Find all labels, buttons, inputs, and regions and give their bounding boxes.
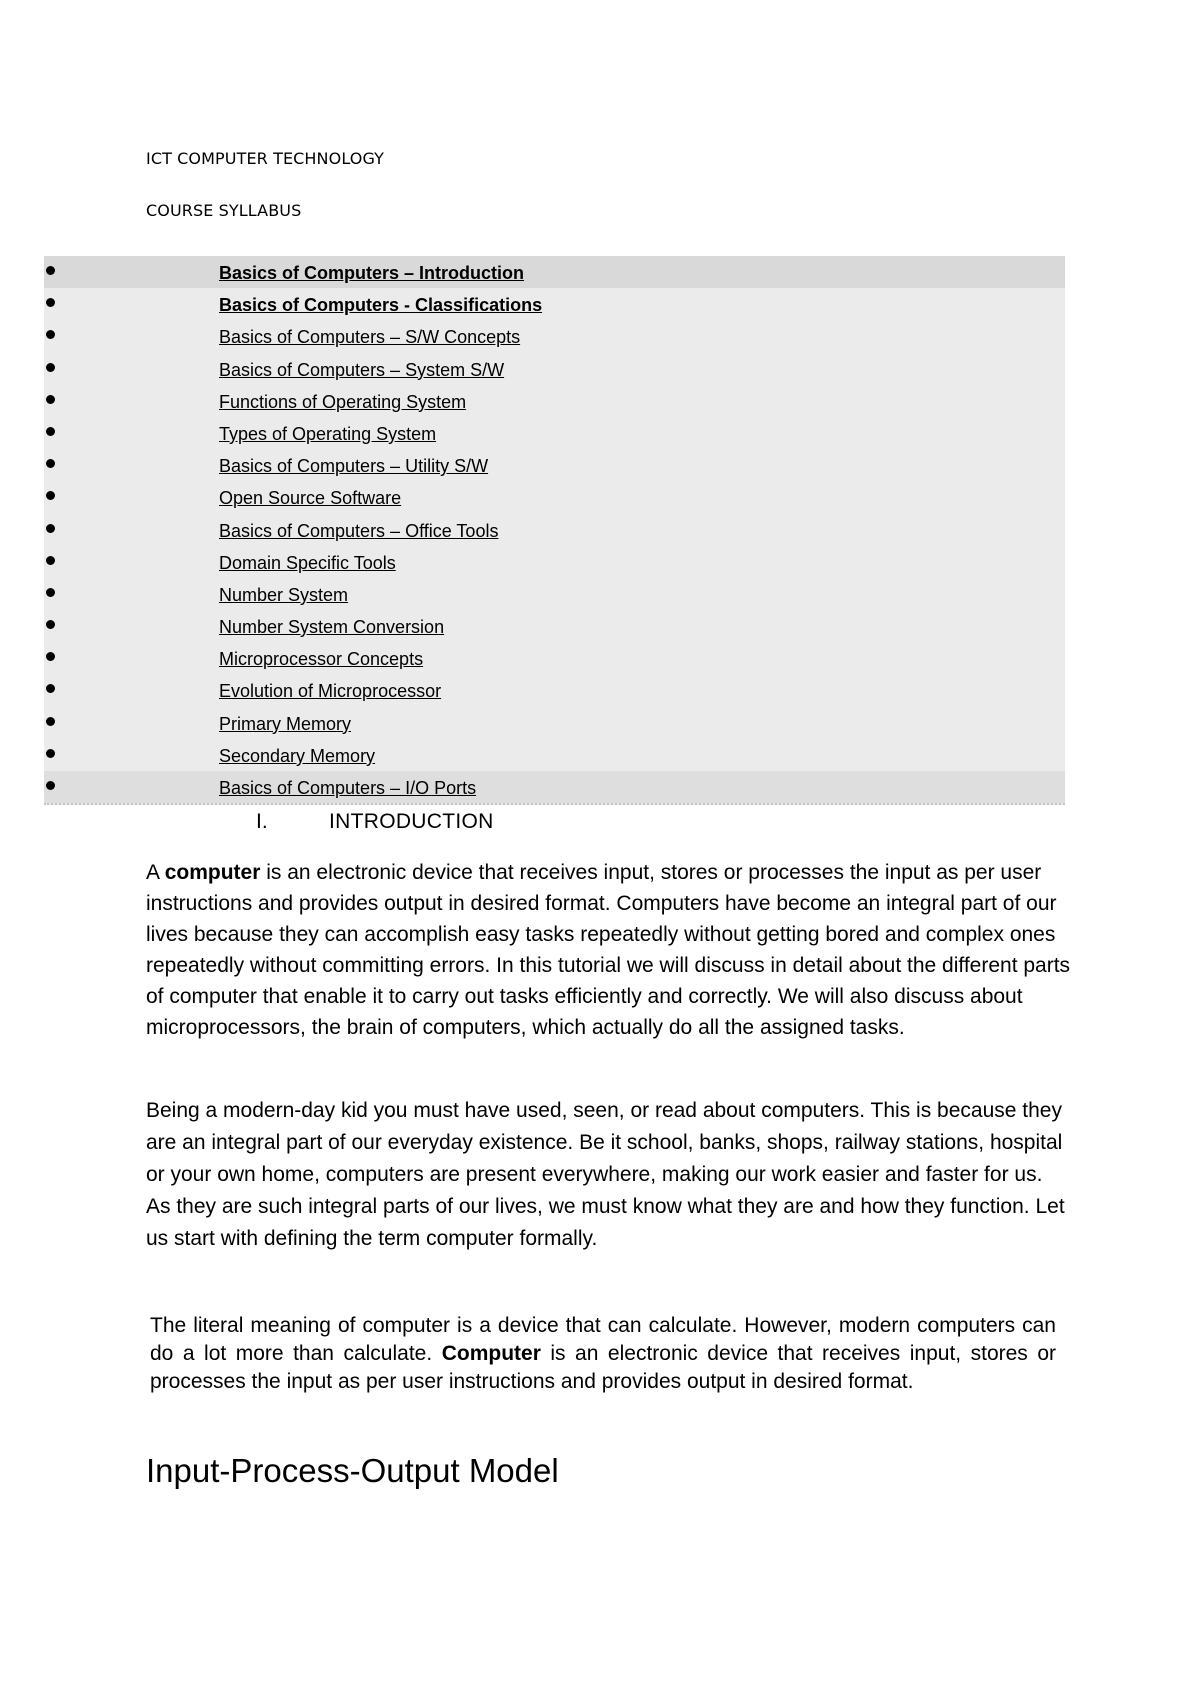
syllabus-link[interactable]: Number System Conversion bbox=[219, 617, 445, 638]
syllabus-item bbox=[44, 385, 1065, 417]
syllabus-item bbox=[44, 514, 1065, 546]
syllabus-link[interactable]: Domain Specific Tools bbox=[219, 552, 396, 573]
bullet-icon bbox=[46, 491, 55, 500]
bullet-icon bbox=[46, 781, 55, 790]
syllabus-item bbox=[44, 320, 1065, 352]
syllabus-item bbox=[44, 707, 1065, 739]
bullet-icon bbox=[46, 588, 55, 597]
bullet-icon bbox=[46, 620, 55, 629]
syllabus-link[interactable]: Evolution of Microprocessor bbox=[219, 681, 442, 702]
document-subtitle: COURSE SYLLABUS bbox=[146, 201, 302, 220]
syllabus-link[interactable]: Basics of Computers – Introduction bbox=[219, 263, 525, 283]
syllabus-link[interactable]: Primary Memory bbox=[219, 713, 352, 734]
syllabus-link[interactable]: Types of Operating System bbox=[219, 423, 437, 444]
intro-section-title: INTRODUCTION bbox=[329, 810, 494, 833]
syllabus-item bbox=[44, 674, 1065, 706]
para3-term: Computer bbox=[441, 1342, 541, 1365]
para1-term: computer bbox=[164, 861, 261, 884]
bullet-icon bbox=[46, 684, 55, 693]
section-heading: Input-Process-Output Model bbox=[146, 1452, 559, 1489]
document-title: ICT COMPUTER TECHNOLOGY bbox=[146, 149, 385, 168]
syllabus-link[interactable]: Secondary Memory bbox=[219, 745, 376, 766]
syllabus-item bbox=[44, 610, 1065, 642]
intro-section-number: I. bbox=[256, 810, 268, 833]
syllabus-item bbox=[44, 739, 1065, 771]
syllabus-item bbox=[44, 288, 1065, 320]
bullet-icon bbox=[46, 363, 55, 372]
syllabus-link[interactable]: Basics of Computers – Office Tools bbox=[219, 520, 499, 541]
bullet-icon bbox=[46, 717, 55, 726]
syllabus-link[interactable]: Microprocessor Concepts bbox=[219, 649, 424, 670]
bullet-icon bbox=[46, 524, 55, 533]
syllabus-link[interactable]: Basics of Computers – System S/W bbox=[219, 359, 505, 380]
para1-rest: is an electronic device that receives input, stores or processes the input as per user instructions and provides output in desired format. Computers have become an integral part of our lives because they can accomplish easy tasks repeatedly without getting bored and complex ones repeatedly without committing errors. In this tutorial we will discuss in detail about the different parts of computer that enable it to carry out tasks efficiently and correctly. We will also discuss about microprocessors, the brain of computers, which actually do all the assigned tasks. bbox=[146, 861, 1071, 1039]
bullet-icon bbox=[46, 395, 55, 404]
intro-paragraph-2: Being a modern-day kid you must have used, seen, or read about computers. This is because they are an integral part of our everyday existence. Be it school, banks, shops, railway stations, hospital or your own home, computers are present everywhere, making our work easier and faster for us. As they are such integral parts of our lives, we must know what they are and how they function. Let us start with defining the term computer formally. bbox=[146, 1099, 1065, 1250]
syllabus-item bbox=[44, 642, 1065, 674]
bullet-icon bbox=[46, 266, 55, 275]
syllabus-link[interactable]: Basics of Computers - Classifications bbox=[219, 295, 543, 316]
syllabus-item bbox=[44, 449, 1065, 481]
syllabus-link[interactable]: Basics of Computers – I/O Ports bbox=[219, 778, 477, 798]
para3-lead: The literal meaning of computer is a device that can calculate. However, modern computers can do a lot more than calculate. bbox=[150, 1314, 1056, 1365]
bullet-icon bbox=[46, 298, 55, 307]
syllabus-item bbox=[44, 353, 1065, 385]
para3-rest: is an electronic device that receives input, stores or processes the input as per user instructions and provides output in desired format. bbox=[150, 1342, 1056, 1393]
syllabus-item bbox=[44, 256, 1065, 288]
syllabus-item bbox=[44, 578, 1065, 610]
bullet-icon bbox=[46, 459, 55, 468]
para1-lead: A bbox=[146, 861, 165, 884]
syllabus-list bbox=[44, 256, 1065, 805]
syllabus-item bbox=[44, 546, 1065, 578]
syllabus-link[interactable]: Basics of Computers – Utility S/W bbox=[219, 456, 489, 477]
bullet-icon bbox=[46, 330, 55, 339]
syllabus-item bbox=[44, 417, 1065, 449]
syllabus-link[interactable]: Functions of Operating System bbox=[219, 391, 467, 412]
syllabus-link[interactable]: Number System bbox=[219, 584, 349, 605]
bullet-icon bbox=[46, 652, 55, 661]
intro-paragraph-1 bbox=[146, 857, 1071, 1043]
bullet-icon bbox=[46, 556, 55, 565]
syllabus-item bbox=[44, 481, 1065, 513]
syllabus-link[interactable]: Open Source Software bbox=[219, 488, 402, 509]
intro-paragraph-3 bbox=[150, 1312, 1056, 1396]
bullet-icon bbox=[46, 427, 55, 436]
bullet-icon bbox=[46, 749, 55, 758]
syllabus-link[interactable]: Basics of Computers – S/W Concepts bbox=[219, 327, 521, 348]
syllabus-item bbox=[44, 771, 1065, 803]
